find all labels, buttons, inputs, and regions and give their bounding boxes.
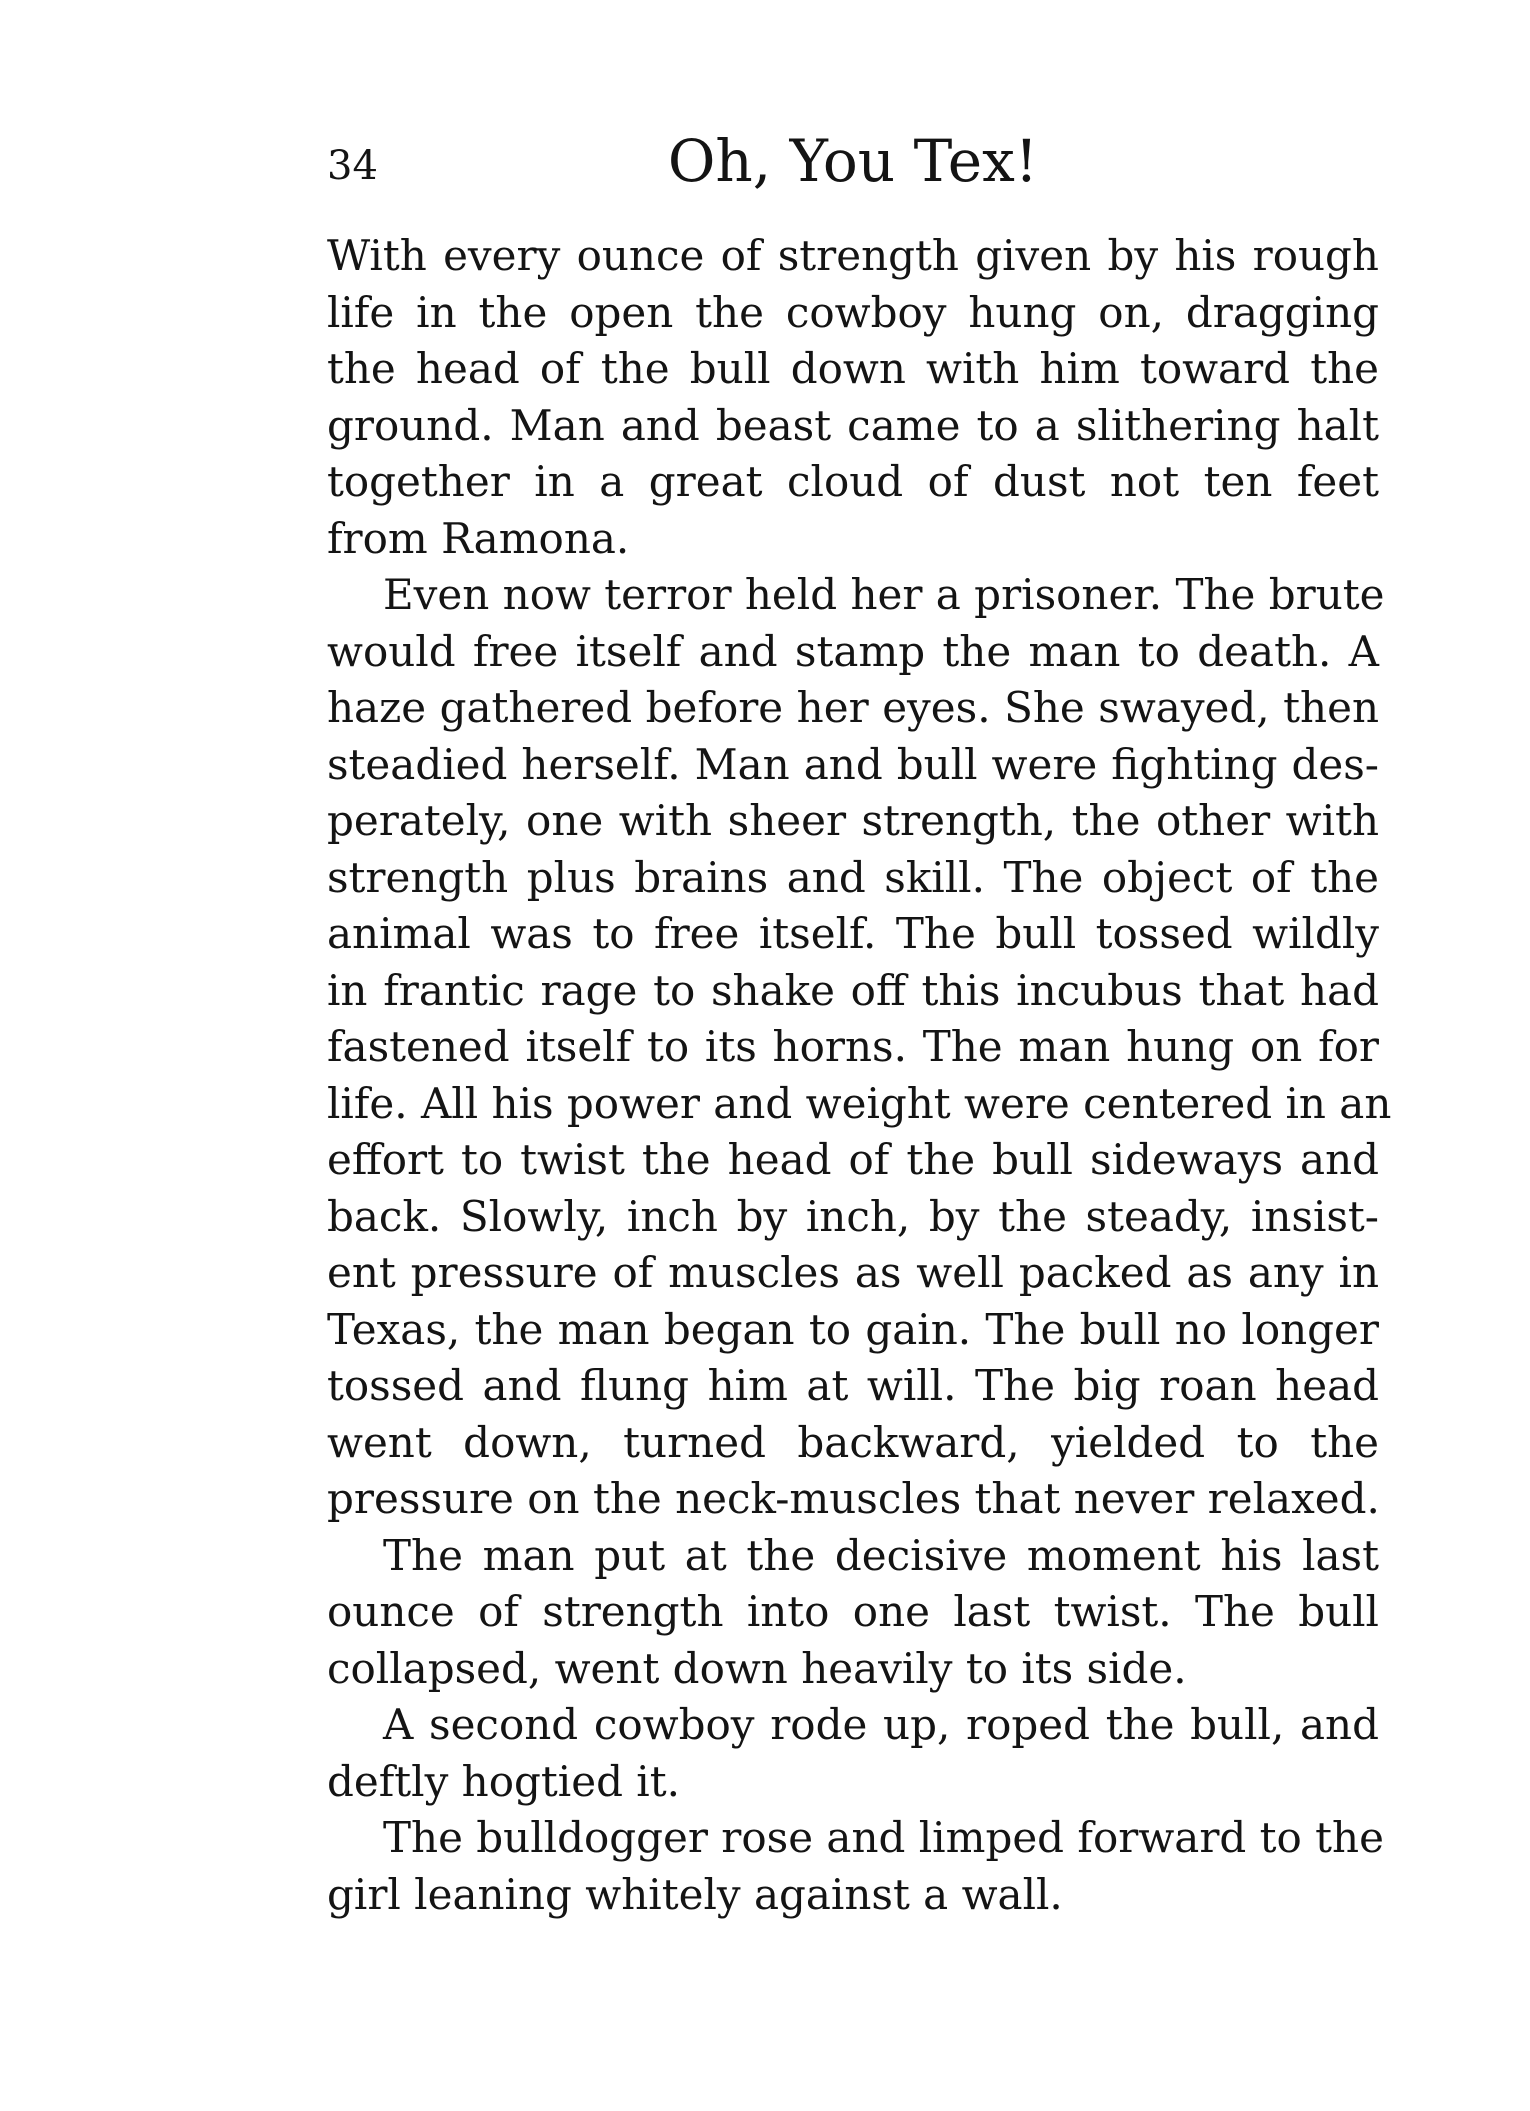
text-line: deftly hogtied it.	[327, 1756, 680, 1806]
text-line: tossed and flung him at will. The big roan head	[327, 1361, 1379, 1410]
text-line: perately, one with sheer strength, the other with	[327, 796, 1379, 845]
text-line: went down, turned backward, yielded to the	[327, 1417, 1379, 1467]
text-line: steadied herself. Man and bull were fighting des-	[327, 739, 1379, 789]
text-line: fastened itself to its horns. The man hung on for	[327, 1022, 1379, 1071]
text-line: haze gathered before her eyes. She swayed, then	[327, 683, 1379, 732]
text-line: life in the open the cowboy hung on, dragging	[327, 287, 1379, 337]
text-line: together in a great cloud of dust not ten feet	[327, 457, 1379, 506]
page-number: 34	[327, 143, 378, 189]
text-line: back. Slowly, inch by inch, by the steady, insist-	[327, 1191, 1379, 1241]
text-line: With every ounce of strength given by his rough	[327, 231, 1379, 280]
text-line: from Ramona.	[327, 513, 630, 563]
text-line: in frantic rage to shake off this incubus that had	[327, 965, 1379, 1015]
text-line: life. All his power and weight were centered in an	[327, 1078, 1392, 1128]
paragraph	[327, 567, 1392, 1528]
running-head	[327, 127, 1379, 212]
text-line: would free itself and stamp the man to death. A	[327, 626, 1379, 676]
text-line: ground. Man and beast came to a slithering halt	[327, 400, 1379, 450]
body-text	[327, 228, 1392, 1923]
text-line: pressure on the neck-muscles that never relaxed.	[327, 1474, 1380, 1523]
text-line: collapsed, went down heavily to its side.	[327, 1643, 1187, 1693]
paragraph	[327, 1697, 1379, 1810]
text-line: The man put at the decisive moment his last	[383, 1530, 1379, 1580]
text-line: A second cowboy rode up, roped the bull, and	[383, 1700, 1379, 1749]
text-line: girl leaning whitely against a wall.	[327, 1869, 1063, 1919]
text-line: strength plus brains and skill. The object of the	[327, 852, 1379, 902]
text-line: ent pressure of muscles as well packed as any in	[327, 1248, 1379, 1297]
paragraph	[327, 228, 1379, 567]
text-line: ounce of strength into one last twist. The bull	[327, 1587, 1379, 1636]
text-line: Texas, the man began to gain. The bull no longer	[327, 1304, 1379, 1354]
text-line: effort to twist the head of the bull sideways and	[327, 1135, 1379, 1184]
paragraph	[327, 1810, 1384, 1923]
text-line: animal was to free itself. The bull tossed wildly	[327, 909, 1379, 958]
running-title: Oh, You Tex!	[667, 127, 1039, 195]
text-line: Even now terror held her a prisoner. The brute	[383, 570, 1385, 619]
paragraph	[327, 1528, 1379, 1698]
text-line: The bulldogger rose and limped forward to the	[383, 1813, 1384, 1862]
text-line: the head of the bull down with him toward the	[327, 344, 1379, 393]
